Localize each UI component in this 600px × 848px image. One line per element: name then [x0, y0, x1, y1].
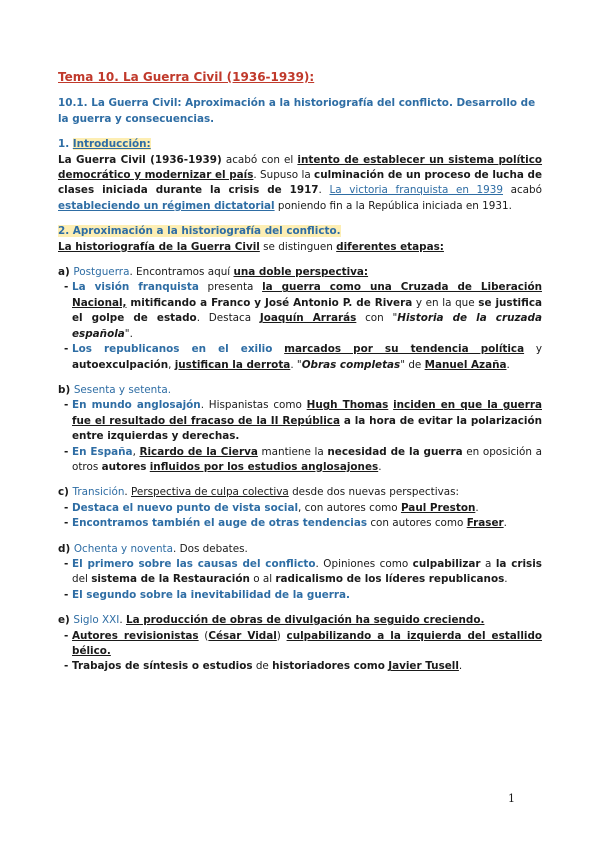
text-run: autores [101, 460, 147, 473]
text-run: del [72, 573, 92, 586]
etapa-transicion [58, 485, 542, 531]
text-run: , [168, 358, 175, 371]
text-run: . [506, 358, 510, 371]
text-run: . [475, 501, 479, 514]
text-run: " de [400, 358, 425, 371]
page-number: 1 [508, 792, 515, 805]
text-run: en oposición a otros [72, 445, 542, 473]
text-run: Destaca el nuevo punto de vista social [72, 501, 299, 514]
text-run: influidos por los estudios anglosajones [149, 460, 379, 473]
text-run: culpabilizar [412, 557, 481, 570]
text-run: intento de establecer un sistema político democrático y modernizar el país [58, 153, 543, 182]
paragraph [58, 153, 542, 215]
etapa-heading [58, 383, 542, 398]
text-run: y [524, 343, 543, 356]
list-item [72, 398, 542, 444]
text-run: a la hora de evitar la polarización entre izquierdas y derechas. [72, 414, 542, 443]
heading-text: 2. Aproximación a la historiografía del conflicto. [58, 225, 341, 238]
document-title: Tema 10. La Guerra Civil (1936-1939): [58, 70, 315, 84]
text-run: acabó con el [221, 153, 298, 166]
text-run [272, 343, 284, 355]
text-run: de [252, 660, 273, 673]
text-run: Historia de la cruzada española [72, 312, 542, 340]
heading-text: Introducción: [72, 138, 151, 151]
text-run: Manuel Azaña [424, 358, 507, 371]
text-run: La Guerra Civil (1936-1939) [58, 153, 222, 166]
text-run: . Hispanistas como [200, 399, 307, 412]
text-run: . [119, 614, 126, 627]
list-item [72, 629, 542, 660]
text-run: . [504, 573, 508, 586]
text-run: . [458, 660, 463, 673]
text-run: . " [290, 358, 302, 371]
list-item [72, 588, 542, 603]
etapa-title: Transición [72, 486, 125, 499]
list-letter: b) [58, 383, 74, 396]
text-run: inciden en que la guerra fue el resultado del fracaso de la II República [72, 399, 542, 427]
document-subtitle: 10.1. La Guerra Civil: Aproximación a la historiografía del conflicto. Desarrollo de la guerra y consecuencias. [58, 97, 536, 125]
text-run: marcados por su tendencia política [284, 343, 525, 356]
text-run: necesidad de la guerra [327, 445, 463, 458]
list-letter: c) [58, 486, 73, 499]
text-run: El segundo sobre la inevitabilidad de la guerra. [72, 588, 351, 601]
etapa-title: Ochenta y noventa [73, 542, 173, 555]
text-run: ". [124, 327, 133, 340]
list-item [72, 280, 542, 342]
text-run: presenta [198, 281, 263, 294]
text-run: se distinguen [259, 240, 337, 253]
text-run: Hugh Thomas [306, 399, 389, 412]
text-run: autoexculpación [72, 358, 169, 371]
text-run: o al [249, 573, 276, 586]
list-item [72, 445, 542, 476]
text-run: Trabajos de síntesis o estudios [72, 660, 253, 673]
section-heading [58, 137, 542, 152]
text-run: se justifica el golpe de estado [72, 296, 542, 325]
text-run: acabó [502, 184, 542, 197]
text-run: a [480, 557, 496, 570]
text-run: . [503, 517, 507, 530]
text-run: la crisis [495, 557, 542, 570]
text-run: César Vidal [208, 629, 277, 642]
etapa-heading [58, 265, 542, 280]
etapa-heading [58, 542, 542, 557]
list-letter: a) [58, 266, 74, 279]
text-run: La historiografía de la Guerra Civil [58, 240, 260, 253]
etapa-heading [58, 485, 542, 500]
etapa-ochenta-noventa [58, 542, 542, 604]
document-page [58, 70, 542, 685]
text-run: La visión franquista [72, 281, 199, 294]
text-run: Encontramos también el auge de otras tendencias [72, 517, 368, 530]
text-run: . Opiniones como [315, 557, 413, 570]
text-run: Ricardo de la Cierva [139, 445, 258, 458]
text-run: una doble perspectiva: [233, 266, 369, 279]
bullet-list [58, 629, 542, 675]
list-letter: e) [58, 614, 74, 627]
text-run: y en la que [412, 296, 479, 309]
text-run: estableciendo un régimen dictatorial [58, 199, 275, 212]
text-run: Obras completas [301, 358, 401, 371]
etapa-title: Postguerra [73, 266, 130, 279]
text-run: con " [356, 312, 398, 325]
text-run: culpabilizando a la izquierda del estallido bélico. [72, 629, 543, 657]
text-run: diferentes etapas: [336, 240, 444, 253]
etapa-title: Sesenta y setenta. [73, 383, 171, 396]
text-run: justifican la derrota [174, 358, 291, 371]
text-run: historiadores como [272, 660, 385, 673]
text-run: poniendo fin a la República iniciada en 1931. [274, 199, 512, 212]
text-run: . Encontramos aquí [129, 266, 234, 279]
text-run: la guerra como una Cruzada de Liberación Nacional, [72, 281, 542, 309]
text-run: Javier Tusell [388, 660, 459, 673]
text-run: . Supuso la [253, 169, 315, 182]
text-run: . [378, 460, 382, 473]
text-run: radicalismo de los líderes republicanos [275, 573, 505, 586]
text-run: Paul Preston [400, 501, 476, 514]
bullet-list [58, 557, 542, 603]
text-run: mantiene la [257, 445, 328, 458]
text-run: . [124, 486, 132, 499]
list-item [72, 501, 542, 516]
text-run: . Dos debates. [172, 542, 248, 555]
etapa-siglo-xxi [58, 613, 542, 675]
text-run: Joaquín Arrarás [259, 312, 357, 325]
list-letter: d) [58, 542, 74, 555]
text-run: . [318, 184, 330, 197]
text-run: En mundo anglosajón [72, 399, 201, 412]
list-item [72, 557, 542, 588]
text-run: La producción de obras de divulgación ha seguido creciendo. [125, 614, 485, 627]
heading-number: 1. [58, 138, 73, 151]
text-run: , con autores como [298, 501, 401, 514]
section-introduccion [58, 137, 542, 214]
bullet-list [58, 398, 542, 475]
text-run: , [132, 445, 140, 458]
text-run: Perspectiva de culpa colectiva [131, 486, 289, 499]
etapa-title: Siglo XXI [73, 614, 120, 627]
bullet-list [58, 280, 542, 372]
text-run: culminación de un proceso de lucha de clases iniciada durante la crisis de 1917 [58, 169, 542, 197]
list-item [72, 342, 542, 373]
text-run: con autores como [367, 517, 467, 530]
text-run: La victoria franquista en 1939 [329, 184, 503, 197]
list-item [72, 659, 542, 674]
etapa-postguerra [58, 265, 542, 373]
etapa-heading [58, 613, 542, 628]
text-run: ) [276, 629, 287, 642]
etapa-sesenta-setenta [58, 383, 542, 475]
text-run: Autores revisionistas [72, 629, 199, 642]
text-run: desde dos nuevas perspectivas: [288, 486, 460, 499]
text-run: En España [72, 445, 133, 458]
section-intro [58, 240, 542, 255]
text-run: ( [198, 629, 209, 642]
section-historiografia [58, 224, 542, 255]
text-run: Los republicanos en el exilio [72, 343, 273, 356]
text-run: sistema de la Restauración [91, 573, 250, 586]
bullet-list [58, 501, 542, 532]
text-run: mitificando a Franco y José Antonio P. de Rivera [126, 296, 413, 309]
section-heading [58, 224, 542, 239]
text-run: . Destaca [196, 312, 260, 325]
text-run: El primero sobre las causas del conflicto [72, 557, 316, 570]
text-run: Fraser [466, 517, 504, 530]
list-item [72, 516, 542, 531]
